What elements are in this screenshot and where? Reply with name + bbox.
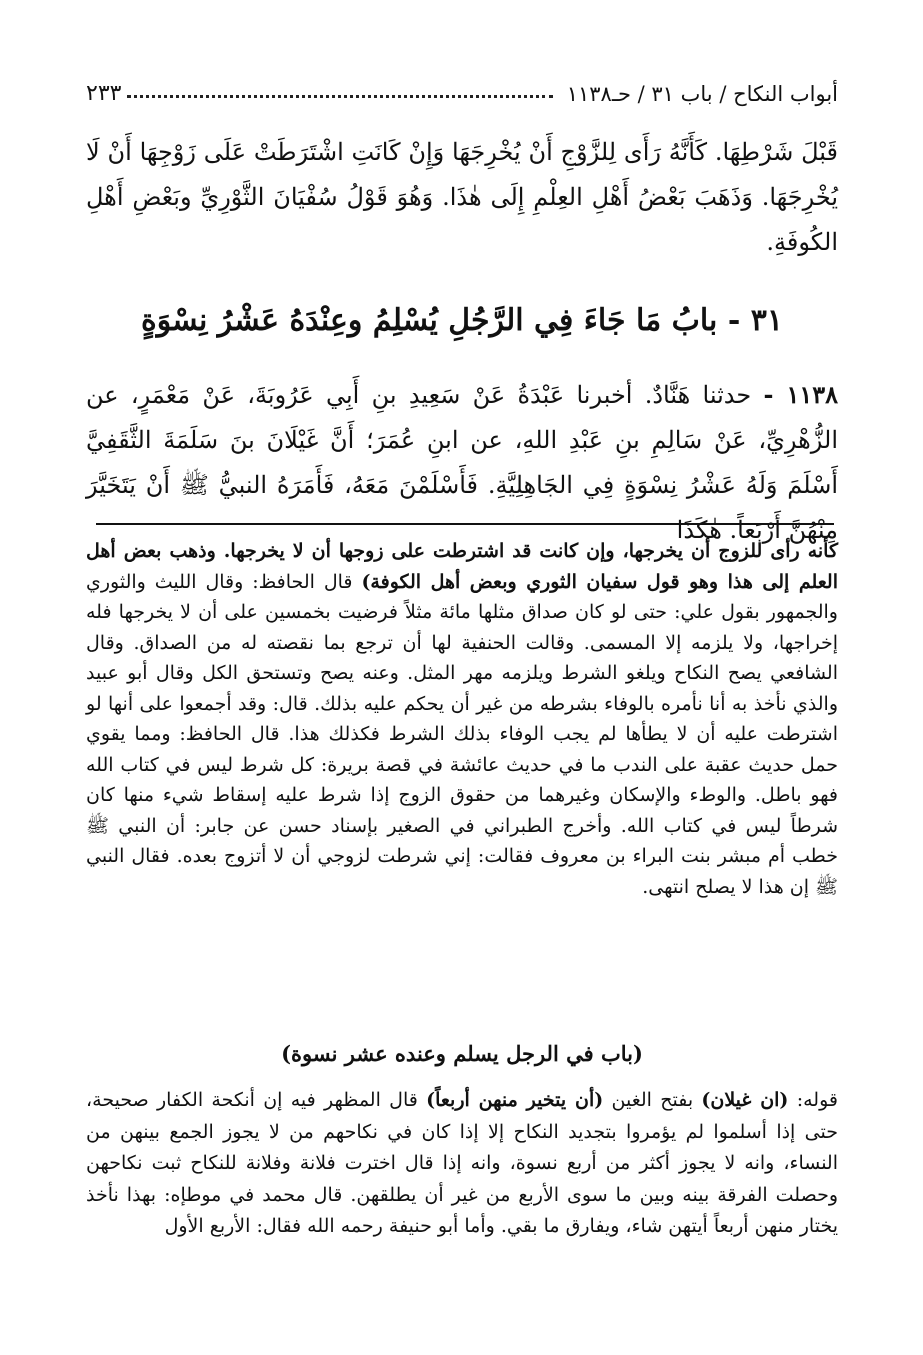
hadith-text: حدثنا هَنَّادٌ. أخبرنا عَبْدَةُ عَنْ سَعِيدِ بنِ أَبِي عَرُوبَةَ، عَنْ مَعْمَرٍ، عن الزُّهْرِيِّ، عَنْ سَالِمِ بنِ عَبْدِ اللهِ، عن ابنِ عُمَرَ؛ أَنَّ غَيْلَانَ بنَ سَلَمَةَ الثَّقَفِيَّ أَسْلَمَ وَلَهُ عَشْرُ نِسْوَةٍ فِي الجَاهِلِيَّةِ. فَأَسْلَمْنَ مَعَهُ، فَأَمَرَهُ النبيُّ ﷺ أَنْ يَتَخَيَّرَ مِنْهُنَّ أَرْبَعاً. هٰكَذَا (86, 381, 838, 544)
main-hadith-text: قَبْلَ شَرْطِهَا. كَأَنَّهُ رَأَى لِلزَّوْجِ أَنْ يُخْرِجَهَا وَإِنْ كَانَتِ اشْتَرَطَتْ عَلَى زَوْجِهَا أَنْ لَا يُخْرِجَهَا. وَذَهَبَ بَعْضُ أَهْلِ العِلْمِ إِلَى هٰذَا. وَهُوَ قَوْلُ سُفْيَانَ الثَّوْرِيِّ وبَعْضِ أَهْلِ الكُوفَةِ. (86, 138, 838, 256)
header-leader-dots (127, 95, 552, 98)
page-number: ٢٣٣ (86, 81, 122, 106)
commentary-quoted-text: كأنه رأى للزوج أن يخرجها، وإن كانت قد اشترطت على زوجها أن لا يخرجها. وذهب بعض أهل العلم إلى هذا وهو قول سفيان الثوري وبعض أهل الكوفة) (86, 540, 838, 593)
commentary-text: قال الحافظ: وقال الليث والثوري والجمهور بقول علي: حتى لو كان صداق مثلها مائة مثلاً فرضيت بخمسين على أن لا يخرجها فله إخراجها، ولا يلزمه إلا المسمى. وقالت الحنفية لها أن ترجع بما نقصته له من الصداق. وقال الشافعي يصح النكاح ويلغو الشرط ويلزمه مهر المثل. وعنه يصح وتستحق الكل وقال أبو عبيد والذي نأخذ به أنا نأمره بالوفاء بشرطه من غير أن يحكم عليه بذلك. قال: وقد أجمعوا على أنها لو اشترطت عليه أن لا يطأها لم يجب الوفاء بذلك الشرط فكذلك هذا. قال الحافظ: ومما يقوي حمل حديث عقبة على الندب ما في حديث عائشة في قصة بريرة: كل شرط ليس في كتاب الله فهو باطل. والوطء والإسكان وغيرهما من حقوق الزوج إذا شرط عليه إسقاط شيء منها كان شرطاً ليس في كتاب الله. وأخرج الطبراني في الصغير بإسناد حسن عن جابر: أن النبي ﷺ خطب أم مبشر بنت البراء بن معروف فقالت: إني شرطت لزوجي أن لا أتزوج بعده. فقال النبي ﷺ إن هذا لا يصلح انتهى. (86, 570, 838, 898)
commentary2-quote-2: (أن يتخير منهن أربعاً) (426, 1089, 604, 1111)
hadith-1138 (86, 372, 838, 553)
chapter-heading: ٣١ - بابُ مَا جَاءَ فِي الرَّجُلِ يُسْلِمُ وعِنْدَهُ عَشْرُ نِسْوَةٍ (141, 303, 783, 338)
running-header (86, 70, 838, 106)
commentary-block (86, 536, 838, 902)
header-title: أبواب النكاح / باب ٣١ / حـ١١٣٨ (566, 82, 838, 106)
commentary-block-2 (86, 1085, 838, 1243)
footnote-divider (96, 523, 834, 525)
hadith-number: ١١٣٨ - (763, 380, 839, 409)
commentary2-mid: بفتح الغين (611, 1089, 694, 1111)
commentary-chapter-heading: (باب في الرجل يسلم وعنده عشر نسوة) (281, 1041, 643, 1066)
commentary2-lead: قوله: (796, 1089, 838, 1111)
commentary2-text: قال المظهر فيه إن أنكحة الكفار صحيحة، حتى إذا أسلموا لم يؤمروا بتجديد النكاح إلا إذا كان في نكاحهم من لا يجوز الجمع بينهن من النساء، وانه لا يجوز أكثر من أربع نسوة، وانه إذا قال اخترت فلانة وفلانة للنكاح ثبت نكاحهن وحصلت الفرقة بينه وبين ما سوى الأربع من غير أن يطلقهن. قال محمد في موطإه: بهذا نأخذ يختار منهن أربعاً أيتهن شاء، ويفارق ما بقي. وأما أبو حنيفة رحمه الله فقال: الأربع الأول (86, 1089, 838, 1237)
commentary2-quote-1: (ان غيلان) (701, 1089, 789, 1111)
